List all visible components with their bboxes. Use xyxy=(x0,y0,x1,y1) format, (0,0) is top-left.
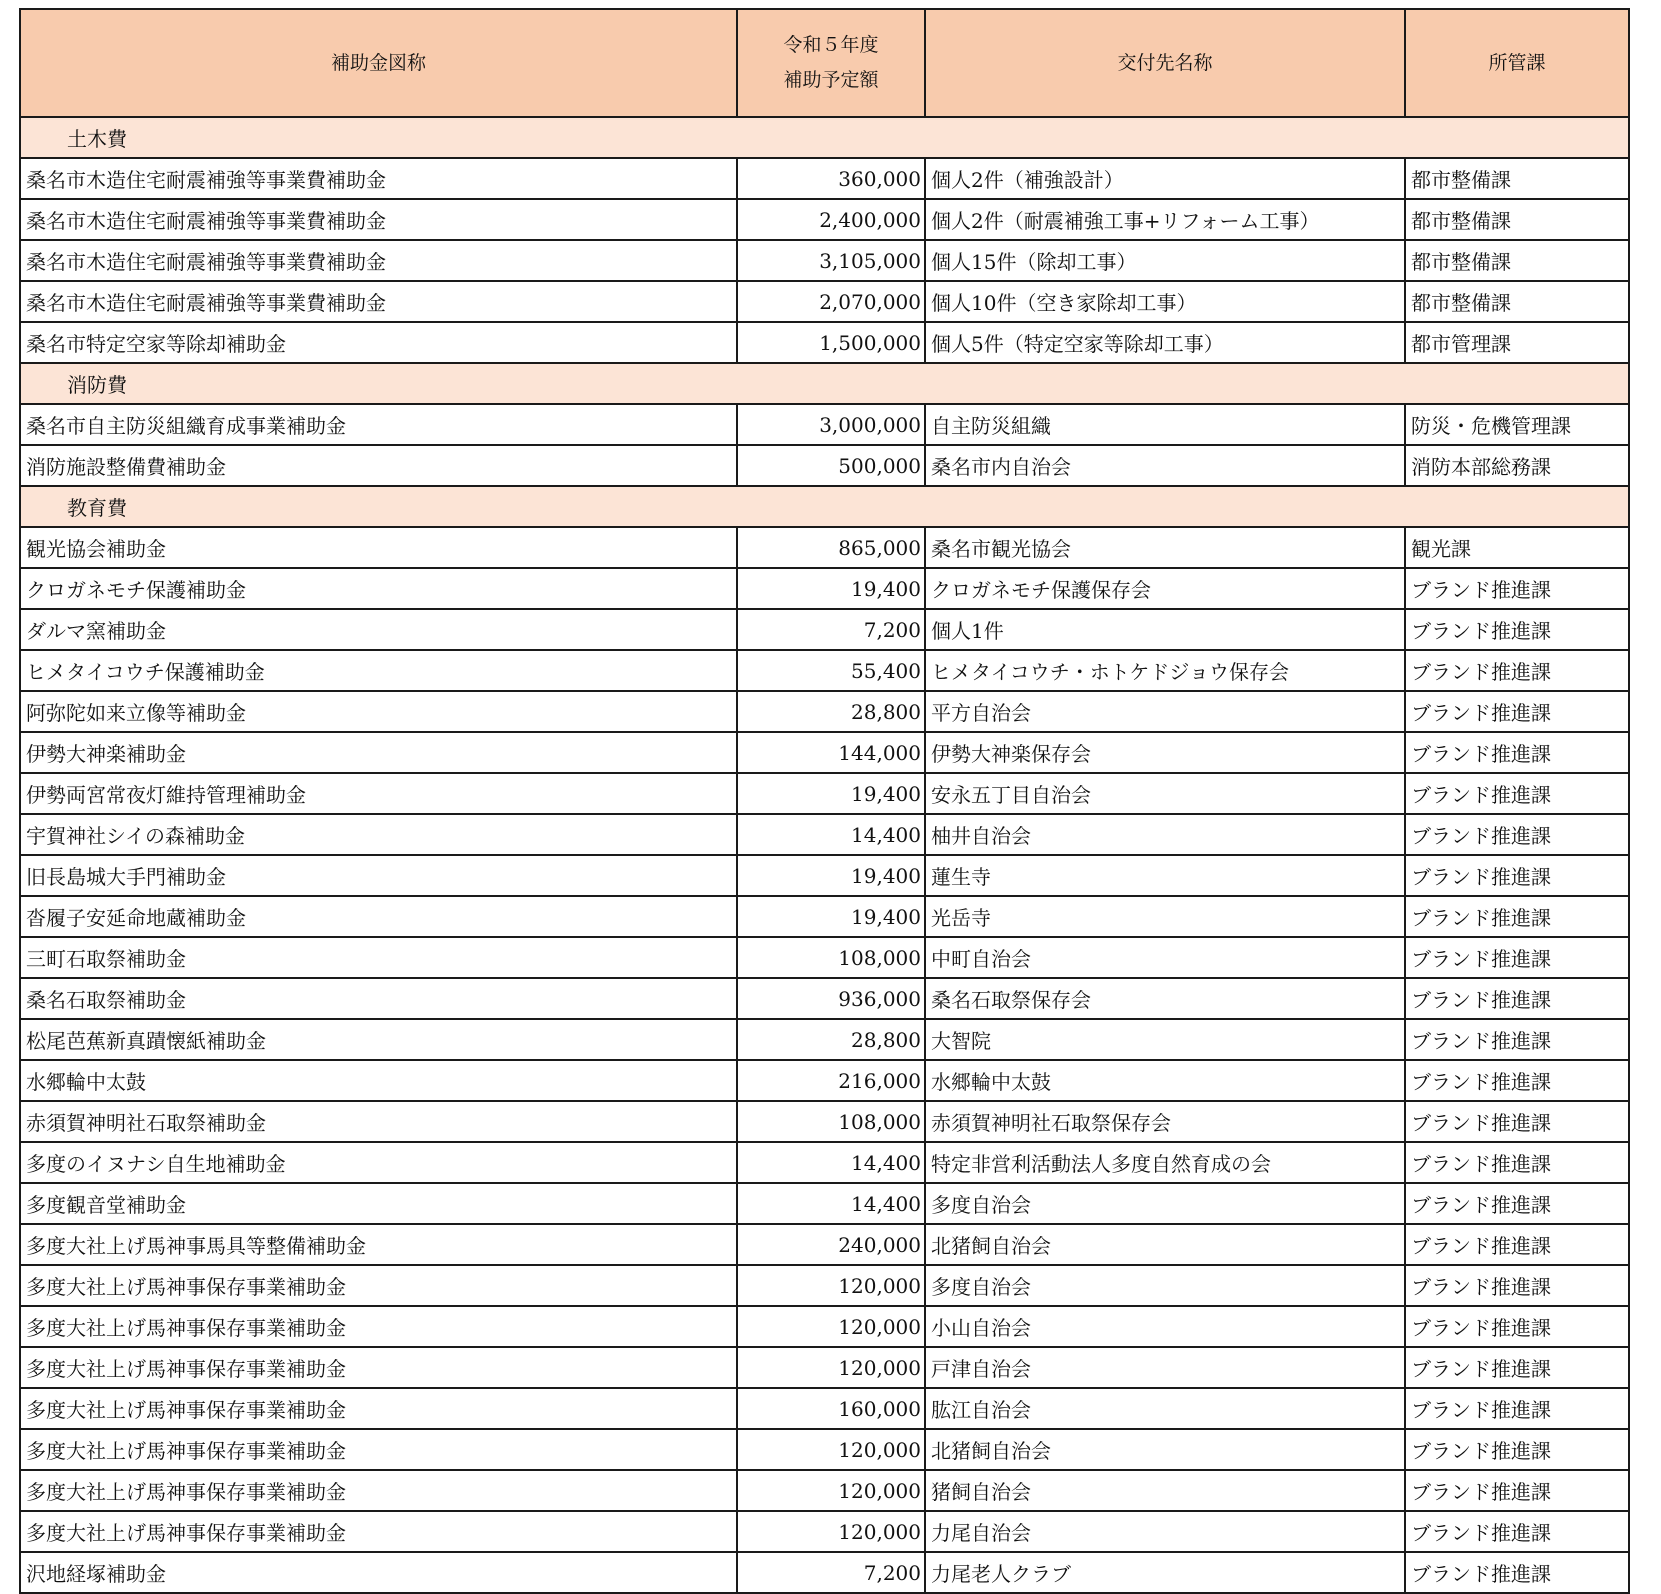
planned-amount-cell: 216,000 xyxy=(737,1060,925,1101)
header-row xyxy=(20,9,1629,117)
planned-amount-cell: 3,000,000 xyxy=(737,404,925,445)
recipient-cell: 多度自治会 xyxy=(925,1265,1405,1306)
recipient-cell: 蓮生寺 xyxy=(925,855,1405,896)
recipient-cell: 北猪飼自治会 xyxy=(925,1224,1405,1265)
header-planned-amount xyxy=(737,9,925,117)
table-row xyxy=(20,445,1629,486)
department-cell: ブランド推進課 xyxy=(1405,1429,1629,1470)
subsidy-table xyxy=(19,8,1630,1594)
table-row xyxy=(20,1470,1629,1511)
table-row xyxy=(20,773,1629,814)
recipient-cell: 肱江自治会 xyxy=(925,1388,1405,1429)
department-cell: ブランド推進課 xyxy=(1405,1142,1629,1183)
subsidy-name-cell: 桑名市特定空家等除却補助金 xyxy=(20,322,737,363)
planned-amount-cell: 19,400 xyxy=(737,568,925,609)
department-cell: 都市整備課 xyxy=(1405,281,1629,322)
department-cell: ブランド推進課 xyxy=(1405,896,1629,937)
table-header xyxy=(20,9,1629,117)
recipient-cell: 安永五丁目自治会 xyxy=(925,773,1405,814)
department-cell: ブランド推進課 xyxy=(1405,937,1629,978)
table-row xyxy=(20,158,1629,199)
planned-amount-cell: 936,000 xyxy=(737,978,925,1019)
department-cell: ブランド推進課 xyxy=(1405,978,1629,1019)
planned-amount-cell: 120,000 xyxy=(737,1470,925,1511)
subsidy-name-cell: 旧長島城大手門補助金 xyxy=(20,855,737,896)
recipient-cell: 赤須賀神明社石取祭保存会 xyxy=(925,1101,1405,1142)
section-title: 土木費 xyxy=(20,117,1629,158)
recipient-cell: 力尾自治会 xyxy=(925,1511,1405,1552)
table-row xyxy=(20,937,1629,978)
planned-amount-cell: 865,000 xyxy=(737,527,925,568)
table-row xyxy=(20,568,1629,609)
department-cell: ブランド推進課 xyxy=(1405,1470,1629,1511)
department-cell: ブランド推進課 xyxy=(1405,1511,1629,1552)
header-recipient: 交付先名称 xyxy=(925,9,1405,117)
subsidy-name-cell: ヒメタイコウチ保護補助金 xyxy=(20,650,737,691)
table-row xyxy=(20,527,1629,568)
department-cell: ブランド推進課 xyxy=(1405,691,1629,732)
recipient-cell: 光岳寺 xyxy=(925,896,1405,937)
recipient-cell: 猪飼自治会 xyxy=(925,1470,1405,1511)
recipient-cell: 特定非営利活動法人多度自然育成の会 xyxy=(925,1142,1405,1183)
planned-amount-cell: 14,400 xyxy=(737,1183,925,1224)
planned-amount-cell: 500,000 xyxy=(737,445,925,486)
table-row xyxy=(20,609,1629,650)
subsidy-name-cell: 多度大社上げ馬神事保存事業補助金 xyxy=(20,1306,737,1347)
planned-amount-cell: 19,400 xyxy=(737,896,925,937)
subsidy-sheet xyxy=(19,8,1630,1594)
table-row xyxy=(20,650,1629,691)
table-row xyxy=(20,1019,1629,1060)
table-row xyxy=(20,404,1629,445)
subsidy-name-cell: 伊勢大神楽補助金 xyxy=(20,732,737,773)
subsidy-name-cell: 消防施設整備費補助金 xyxy=(20,445,737,486)
header-department: 所管課 xyxy=(1405,9,1629,117)
planned-amount-cell: 28,800 xyxy=(737,691,925,732)
subsidy-name-cell: 沓履子安延命地蔵補助金 xyxy=(20,896,737,937)
subsidy-name-cell: 多度観音堂補助金 xyxy=(20,1183,737,1224)
planned-amount-cell: 360,000 xyxy=(737,158,925,199)
department-cell: ブランド推進課 xyxy=(1405,1060,1629,1101)
subsidy-name-cell: クロガネモチ保護補助金 xyxy=(20,568,737,609)
recipient-cell: 多度自治会 xyxy=(925,1183,1405,1224)
subsidy-name-cell: 多度大社上げ馬神事保存事業補助金 xyxy=(20,1347,737,1388)
department-cell: 観光課 xyxy=(1405,527,1629,568)
recipient-cell: 力尾老人クラブ xyxy=(925,1552,1405,1593)
planned-amount-cell: 120,000 xyxy=(737,1306,925,1347)
subsidy-name-cell: 沢地経塚補助金 xyxy=(20,1552,737,1593)
planned-amount-cell: 108,000 xyxy=(737,1101,925,1142)
planned-amount-cell: 144,000 xyxy=(737,732,925,773)
table-row xyxy=(20,691,1629,732)
planned-amount-cell: 120,000 xyxy=(737,1429,925,1470)
subsidy-name-cell: 多度大社上げ馬神事保存事業補助金 xyxy=(20,1265,737,1306)
recipient-cell: 自主防災組織 xyxy=(925,404,1405,445)
recipient-cell: 小山自治会 xyxy=(925,1306,1405,1347)
planned-amount-cell: 120,000 xyxy=(737,1265,925,1306)
planned-amount-cell: 2,070,000 xyxy=(737,281,925,322)
recipient-cell: クロガネモチ保護保存会 xyxy=(925,568,1405,609)
table-row xyxy=(20,322,1629,363)
subsidy-name-cell: 多度のイヌナシ自生地補助金 xyxy=(20,1142,737,1183)
subsidy-name-cell: 桑名市木造住宅耐震補強等事業費補助金 xyxy=(20,158,737,199)
planned-amount-cell: 2,400,000 xyxy=(737,199,925,240)
department-cell: ブランド推進課 xyxy=(1405,732,1629,773)
subsidy-name-cell: 桑名市木造住宅耐震補強等事業費補助金 xyxy=(20,281,737,322)
recipient-cell: 平方自治会 xyxy=(925,691,1405,732)
table-row xyxy=(20,732,1629,773)
subsidy-name-cell: 多度大社上げ馬神事保存事業補助金 xyxy=(20,1388,737,1429)
header-amount-line2: 補助予定額 xyxy=(783,69,879,91)
header-subsidy-name: 補助金図称 xyxy=(20,9,737,117)
planned-amount-cell: 160,000 xyxy=(737,1388,925,1429)
table-row xyxy=(20,281,1629,322)
department-cell: 都市整備課 xyxy=(1405,158,1629,199)
subsidy-name-cell: 三町石取祭補助金 xyxy=(20,937,737,978)
recipient-cell: 個人10件（空き家除却工事） xyxy=(925,281,1405,322)
recipient-cell: 個人1件 xyxy=(925,609,1405,650)
recipient-cell: 個人2件（補強設計） xyxy=(925,158,1405,199)
table-row xyxy=(20,1101,1629,1142)
recipient-cell: 伊勢大神楽保存会 xyxy=(925,732,1405,773)
planned-amount-cell: 28,800 xyxy=(737,1019,925,1060)
planned-amount-cell: 7,200 xyxy=(737,609,925,650)
planned-amount-cell: 1,500,000 xyxy=(737,322,925,363)
planned-amount-cell: 3,105,000 xyxy=(737,240,925,281)
planned-amount-cell: 19,400 xyxy=(737,773,925,814)
department-cell: ブランド推進課 xyxy=(1405,1552,1629,1593)
department-cell: ブランド推進課 xyxy=(1405,650,1629,691)
planned-amount-cell: 7,200 xyxy=(737,1552,925,1593)
subsidy-name-cell: 多度大社上げ馬神事保存事業補助金 xyxy=(20,1511,737,1552)
subsidy-name-cell: 桑名市自主防災組織育成事業補助金 xyxy=(20,404,737,445)
planned-amount-cell: 14,400 xyxy=(737,814,925,855)
recipient-cell: 大智院 xyxy=(925,1019,1405,1060)
subsidy-name-cell: 桑名石取祭補助金 xyxy=(20,978,737,1019)
subsidy-name-cell: 阿弥陀如来立像等補助金 xyxy=(20,691,737,732)
planned-amount-cell: 108,000 xyxy=(737,937,925,978)
table-row xyxy=(20,814,1629,855)
department-cell: 都市整備課 xyxy=(1405,199,1629,240)
recipient-cell: 水郷輪中太鼓 xyxy=(925,1060,1405,1101)
recipient-cell: 中町自治会 xyxy=(925,937,1405,978)
recipient-cell: 個人15件（除却工事） xyxy=(925,240,1405,281)
subsidy-name-cell: 多度大社上げ馬神事保存事業補助金 xyxy=(20,1429,737,1470)
subsidy-name-cell: 水郷輪中太鼓 xyxy=(20,1060,737,1101)
department-cell: 都市整備課 xyxy=(1405,240,1629,281)
table-row xyxy=(20,1183,1629,1224)
subsidy-name-cell: 桑名市木造住宅耐震補強等事業費補助金 xyxy=(20,199,737,240)
table-row xyxy=(20,1306,1629,1347)
subsidy-name-cell: 多度大社上げ馬神事保存事業補助金 xyxy=(20,1470,737,1511)
recipient-cell: 個人2件（耐震補強工事+リフォーム工事） xyxy=(925,199,1405,240)
department-cell: 都市管理課 xyxy=(1405,322,1629,363)
table-row xyxy=(20,199,1629,240)
subsidy-name-cell: 桑名市木造住宅耐震補強等事業費補助金 xyxy=(20,240,737,281)
planned-amount-cell: 55,400 xyxy=(737,650,925,691)
table-row xyxy=(20,978,1629,1019)
department-cell: ブランド推進課 xyxy=(1405,1347,1629,1388)
department-cell: ブランド推進課 xyxy=(1405,1019,1629,1060)
department-cell: ブランド推進課 xyxy=(1405,1183,1629,1224)
subsidy-name-cell: 宇賀神社シイの森補助金 xyxy=(20,814,737,855)
department-cell: ブランド推進課 xyxy=(1405,568,1629,609)
table-row xyxy=(20,1552,1629,1593)
section-row xyxy=(20,363,1629,404)
subsidy-name-cell: 多度大社上げ馬神事馬具等整備補助金 xyxy=(20,1224,737,1265)
recipient-cell: 北猪飼自治会 xyxy=(925,1429,1405,1470)
department-cell: ブランド推進課 xyxy=(1405,814,1629,855)
section-row xyxy=(20,486,1629,527)
subsidy-name-cell: ダルマ窯補助金 xyxy=(20,609,737,650)
header-amount-line1: 令和５年度 xyxy=(783,34,879,56)
recipient-cell: 戸津自治会 xyxy=(925,1347,1405,1388)
table-row xyxy=(20,1429,1629,1470)
department-cell: ブランド推進課 xyxy=(1405,1306,1629,1347)
department-cell: ブランド推進課 xyxy=(1405,773,1629,814)
department-cell: ブランド推進課 xyxy=(1405,1265,1629,1306)
table-row xyxy=(20,1060,1629,1101)
recipient-cell: 桑名市内自治会 xyxy=(925,445,1405,486)
department-cell: ブランド推進課 xyxy=(1405,1388,1629,1429)
table-row xyxy=(20,1347,1629,1388)
planned-amount-cell: 240,000 xyxy=(737,1224,925,1265)
recipient-cell: 個人5件（特定空家等除却工事） xyxy=(925,322,1405,363)
planned-amount-cell: 19,400 xyxy=(737,855,925,896)
table-row xyxy=(20,1511,1629,1552)
subsidy-name-cell: 赤須賀神明社石取祭補助金 xyxy=(20,1101,737,1142)
planned-amount-cell: 120,000 xyxy=(737,1511,925,1552)
table-row xyxy=(20,1265,1629,1306)
table-row xyxy=(20,855,1629,896)
table-body xyxy=(20,117,1629,1593)
planned-amount-cell: 14,400 xyxy=(737,1142,925,1183)
department-cell: ブランド推進課 xyxy=(1405,609,1629,650)
subsidy-name-cell: 観光協会補助金 xyxy=(20,527,737,568)
table-row xyxy=(20,896,1629,937)
table-row xyxy=(20,1142,1629,1183)
department-cell: ブランド推進課 xyxy=(1405,855,1629,896)
section-title: 教育費 xyxy=(20,486,1629,527)
table-row xyxy=(20,1388,1629,1429)
recipient-cell: 桑名石取祭保存会 xyxy=(925,978,1405,1019)
recipient-cell: ヒメタイコウチ・ホトケドジョウ保存会 xyxy=(925,650,1405,691)
recipient-cell: 柚井自治会 xyxy=(925,814,1405,855)
department-cell: 消防本部総務課 xyxy=(1405,445,1629,486)
section-row xyxy=(20,117,1629,158)
table-row xyxy=(20,240,1629,281)
subsidy-name-cell: 松尾芭蕉新真蹟懐紙補助金 xyxy=(20,1019,737,1060)
department-cell: 防災・危機管理課 xyxy=(1405,404,1629,445)
planned-amount-cell: 120,000 xyxy=(737,1347,925,1388)
recipient-cell: 桑名市観光協会 xyxy=(925,527,1405,568)
department-cell: ブランド推進課 xyxy=(1405,1101,1629,1142)
subsidy-name-cell: 伊勢両宮常夜灯維持管理補助金 xyxy=(20,773,737,814)
department-cell: ブランド推進課 xyxy=(1405,1224,1629,1265)
section-title: 消防費 xyxy=(20,363,1629,404)
table-row xyxy=(20,1224,1629,1265)
